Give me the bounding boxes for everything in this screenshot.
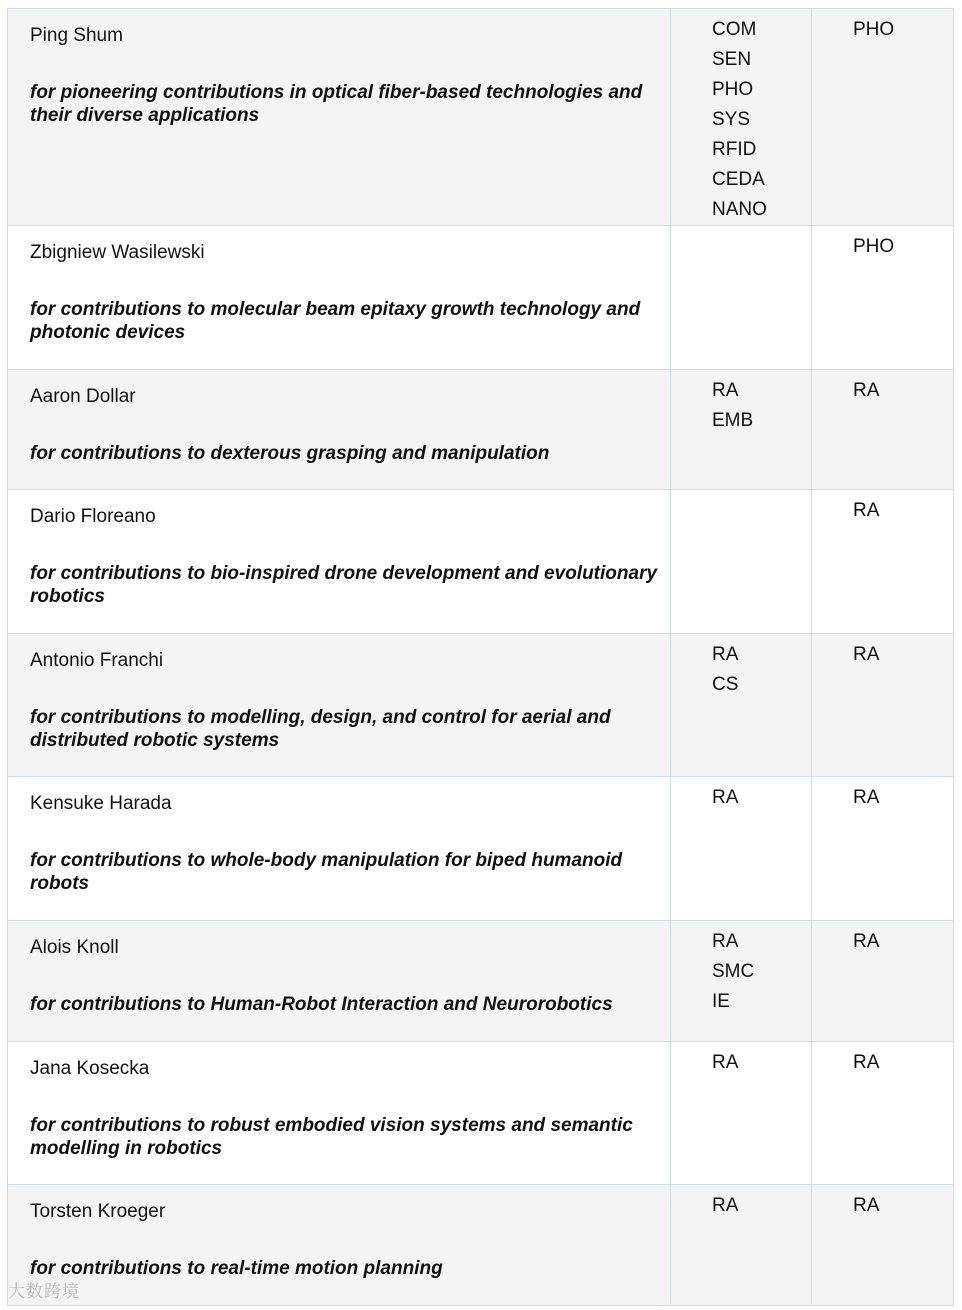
fellow-cell <box>8 9 671 226</box>
evaluating-society-cell <box>812 370 954 490</box>
society-code: RA <box>712 644 739 665</box>
societies-list <box>671 9 811 225</box>
evaluating-society: RA <box>853 380 880 401</box>
fellow-cell <box>8 1185 671 1306</box>
fellows-table <box>7 8 954 1306</box>
society-code: RA <box>712 1195 739 1216</box>
society-code: SMC <box>712 961 755 982</box>
societies-list <box>671 1042 811 1078</box>
fellow-citation: for contributions to whole-body manipulation for biped humanoid robots <box>30 850 623 894</box>
evaluating-society: RA <box>853 787 880 808</box>
societies-cell <box>671 777 812 921</box>
society-code: IE <box>712 991 730 1012</box>
fellow-cell <box>8 370 671 490</box>
societies-list <box>671 777 811 813</box>
fellows-table-body <box>8 9 954 1306</box>
societies-list <box>671 226 811 232</box>
evaluating-society: PHO <box>853 236 895 257</box>
evaluating-society: PHO <box>853 19 895 40</box>
societies-cell <box>671 490 812 634</box>
evaluating-society: RA <box>853 500 880 521</box>
fellow-name: Zbigniew Wasilewski <box>30 242 205 263</box>
table-row <box>8 490 954 634</box>
evaluating-society-cell <box>812 1042 954 1185</box>
fellow-citation: for pioneering contributions in optical fiber-based technologies and their diverse applications <box>30 82 643 126</box>
evaluating-society-cell <box>812 490 954 634</box>
societies-list <box>671 370 811 436</box>
watermark: 大数跨境 <box>8 1282 80 1302</box>
society-code: SYS <box>712 109 751 130</box>
table-row <box>8 1185 954 1306</box>
societies-cell <box>671 9 812 226</box>
society-code: RFID <box>712 139 757 160</box>
society-code: COM <box>712 19 757 40</box>
society-code: EMB <box>712 410 754 431</box>
evaluating-society-cell <box>812 9 954 226</box>
table-row <box>8 226 954 370</box>
societies-cell <box>671 1042 812 1185</box>
societies-cell <box>671 1185 812 1306</box>
society-code: RA <box>712 787 739 808</box>
society-code: RA <box>712 380 739 401</box>
fellow-cell <box>8 1042 671 1185</box>
fellow-cell <box>8 226 671 370</box>
evaluating-society-cell <box>812 921 954 1042</box>
fellow-cell <box>8 777 671 921</box>
society-code: RA <box>712 931 739 952</box>
societies-cell <box>671 921 812 1042</box>
fellow-citation: for contributions to bio-inspired drone development and evolutionary robotics <box>30 563 658 607</box>
society-code: CS <box>712 674 739 695</box>
evaluating-society: RA <box>853 1052 880 1073</box>
societies-cell <box>671 226 812 370</box>
table-row <box>8 9 954 226</box>
fellow-name: Ping Shum <box>30 25 123 46</box>
societies-cell <box>671 634 812 777</box>
societies-list <box>671 634 811 700</box>
fellow-citation: for contributions to molecular beam epitaxy growth technology and photonic devices <box>30 299 641 343</box>
society-code: NANO <box>712 199 767 220</box>
table-row <box>8 1042 954 1185</box>
fellow-name: Dario Floreano <box>30 506 156 527</box>
fellow-citation: for contributions to robust embodied vision systems and semantic modelling in robotics <box>30 1115 633 1159</box>
societies-cell <box>671 370 812 490</box>
evaluating-society: RA <box>853 931 880 952</box>
evaluating-society: RA <box>853 644 880 665</box>
societies-list <box>671 921 811 1017</box>
societies-list <box>671 1185 811 1221</box>
table-row <box>8 370 954 490</box>
fellow-name: Jana Kosecka <box>30 1058 150 1079</box>
fellow-citation: for contributions to real-time motion planning <box>30 1258 443 1279</box>
evaluating-society-cell <box>812 634 954 777</box>
fellow-citation: for contributions to Human-Robot Interaction and Neurorobotics <box>30 994 613 1015</box>
table-row <box>8 634 954 777</box>
fellow-cell <box>8 921 671 1042</box>
table-row <box>8 921 954 1042</box>
fellow-citation: for contributions to dexterous grasping and manipulation <box>30 443 550 464</box>
society-code: PHO <box>712 79 754 100</box>
fellow-cell <box>8 634 671 777</box>
fellow-name: Torsten Kroeger <box>30 1201 166 1222</box>
table-row <box>8 777 954 921</box>
society-code: RA <box>712 1052 739 1073</box>
fellow-name: Kensuke Harada <box>30 793 172 814</box>
evaluating-society-cell <box>812 1185 954 1306</box>
fellow-name: Aaron Dollar <box>30 386 136 407</box>
fellow-cell <box>8 490 671 634</box>
fellow-name: Alois Knoll <box>30 937 119 958</box>
fellow-citation: for contributions to modelling, design, and control for aerial and distributed robotic systems <box>30 707 611 751</box>
evaluating-society-cell <box>812 777 954 921</box>
societies-list <box>671 490 811 496</box>
evaluating-society-cell <box>812 226 954 370</box>
fellow-name: Antonio Franchi <box>30 650 164 671</box>
evaluating-society: RA <box>853 1195 880 1216</box>
society-code: CEDA <box>712 169 765 190</box>
society-code: SEN <box>712 49 752 70</box>
